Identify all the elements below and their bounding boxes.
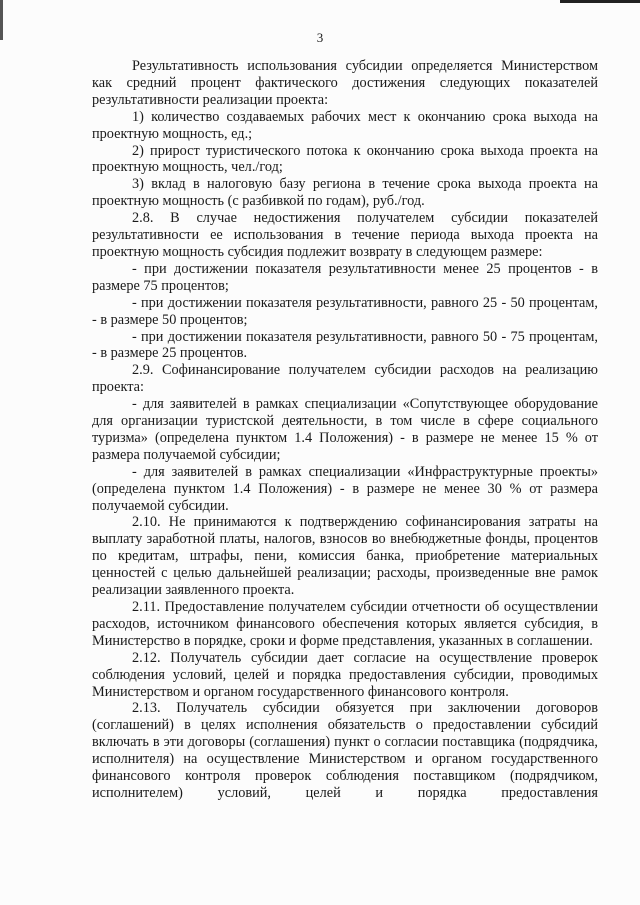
paragraph-indicator-tax-base: 3) вклад в налоговую базу региона в течение срока выхода проекта на проектную мощность (с разбивкой по годам), руб./год. xyxy=(92,176,598,210)
paragraph-refund-less-25: - при достижении показателя результативности менее 25 процентов - в размере 75 процентов; xyxy=(92,260,598,294)
page-number: 3 xyxy=(316,30,324,45)
paragraph-cofinancing-equipment: - для заявителей в рамках специализации «Сопутствующее оборудование для организации туристской деятельности, в том числе в сфере социального туризма» (определена пунктом 1.4 Положения) - в размере не менее 15 % от размера получаемой субсидии; xyxy=(92,396,598,463)
paragraph-2-9: 2.9. Софинансирование получателем субсидии расходов на реализацию проекта: xyxy=(92,362,598,396)
paragraph-2-11: 2.11. Предоставление получателем субсидии отчетности об осуществлении расходов, источником финансового обеспечения которых является субсидия, в Министерство в порядке, сроки и форме представления, указанных в соглашении. xyxy=(92,599,598,649)
scan-artifact-top xyxy=(560,0,640,3)
paragraph-cofinancing-infrastructure: - для заявителей в рамках специализации «Инфраструктурные проекты» (определена пунктом 1.4 Положения) - в размере не менее 30 % от размера получаемой субсидии. xyxy=(92,463,598,514)
paragraph-indicator-jobs: 1) количество создаваемых рабочих мест к окончанию срока выхода на проектную мощность, ед.; xyxy=(92,108,598,142)
paragraph-2-10: 2.10. Не принимаются к подтверждению софинансирования затраты на выплату заработной платы, налогов, взносов во внебюджетные фонды, процентов по кредитам, штрафы, пени, комиссия банка, приобретение материальных ценностей с целью дальнейшей реализации; расходы, произведенные вне рамок реализации заявленного проекта. xyxy=(92,514,598,599)
paragraph-refund-25-50: - при достижении показателя результативности, равного 25 - 50 процентам, - в размере 50 процентов; xyxy=(92,294,598,328)
paragraph-2-8: 2.8. В случае недостижения получателем субсидии показателей результативности ее использования в течение периода выхода проекта на проектную мощность субсидия подлежит возврату в следующем размере: xyxy=(92,210,598,260)
paragraph-2-13: 2.13. Получатель субсидии обязуется при заключении договоров (соглашений) в целях исполнения обязательств о предоставлении субсидий включать в эти договоры (соглашения) пункт о согласии поставщика (подрядчика, исполнителя) на осуществление Министерством и органом государственного финансового контроля проверок соблюдения поставщиком (подрядчиком, исполнителем) условий, целей и порядка предоставления xyxy=(92,700,598,801)
document-body xyxy=(92,58,598,802)
paragraph-effectiveness-intro: Результативность использования субсидии определяется Министерством как средний процент фактического достижения следующих показателей результативности реализации проекта: xyxy=(92,58,598,108)
paragraph-indicator-tourist-flow: 2) прирост туристического потока к окончанию срока выхода проекта на проектную мощность, чел./год; xyxy=(92,142,598,176)
paragraph-2-12: 2.12. Получатель субсидии дает согласие на осуществление проверок соблюдения условий, целей и порядка предоставления субсидии, проводимых Министерством и органом государственного финансового контроля. xyxy=(92,649,598,700)
paragraph-refund-50-75: - при достижении показателя результативности, равного 50 - 75 процентам, - в размере 25 процентов. xyxy=(92,328,598,362)
